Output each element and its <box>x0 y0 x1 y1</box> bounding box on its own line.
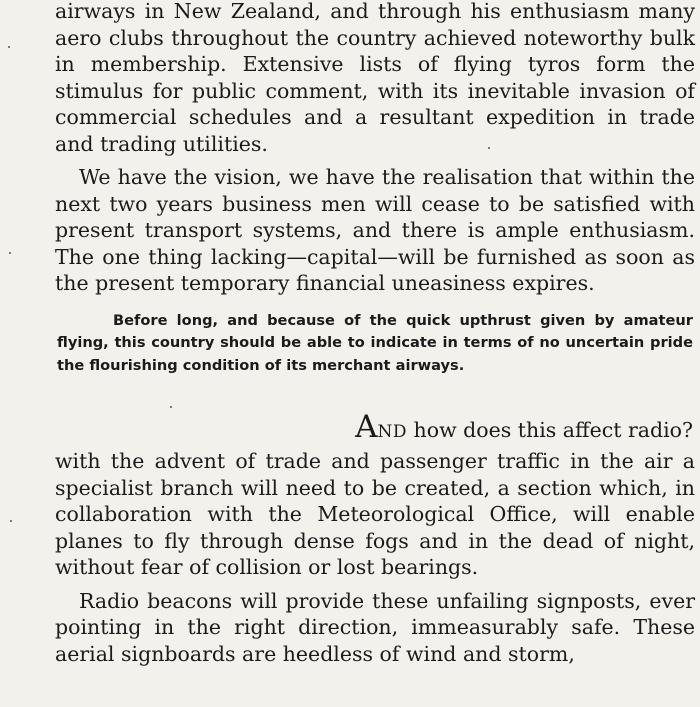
print-speck <box>488 147 490 149</box>
paragraph-beacons: Radio beacons will provide these unfailing signposts, ever pointing in the right direction, immeasurably safe. These aerial signboards are heedless of wind and storm, <box>55 588 695 666</box>
print-speck <box>8 46 10 48</box>
small-caps-word: ND <box>377 422 408 442</box>
paragraph-continuation: airways in New Zealand, and through his enthusiasm many aero clubs throughout the country achieved noteworthy bulk in membership. Extensive lists of flying tyros form the stimulus for public comment, with its inevitable invasion of commercial schedules and a resultant expedition in trade and trading utilities. <box>55 0 695 156</box>
drop-cap-letter: A <box>355 409 378 445</box>
section-opener-text: how does this affect radio? <box>407 418 693 442</box>
paragraph-vision: We have the vision, we have the realisation that within the next two years business men will cease to be satisfied with present transport systems, and there is ample enthusiasm. The one thing lacking—capital—will be furnished as soon as the present temporary financial uneasiness expires. <box>55 165 695 295</box>
radio-section <box>55 411 695 667</box>
print-speck <box>10 520 12 522</box>
print-speck <box>9 252 11 254</box>
paragraph-radio: with the advent of trade and passenger traffic in the air a specialist branch will need to be created, a section which, in collaboration with the Meteorological Office, will enable planes to fly through dense fogs and in the dead of night, without fear of collision or lost bearings. <box>55 449 695 579</box>
pull-quote: Before long, and because of the quick upthrust given by amateur flying, this country should be able to indicate in terms of no uncertain pride the flourishing condition of its merchant airways. <box>57 311 693 374</box>
section-opener <box>55 411 695 448</box>
print-speck <box>170 406 172 408</box>
article-column <box>55 0 695 667</box>
